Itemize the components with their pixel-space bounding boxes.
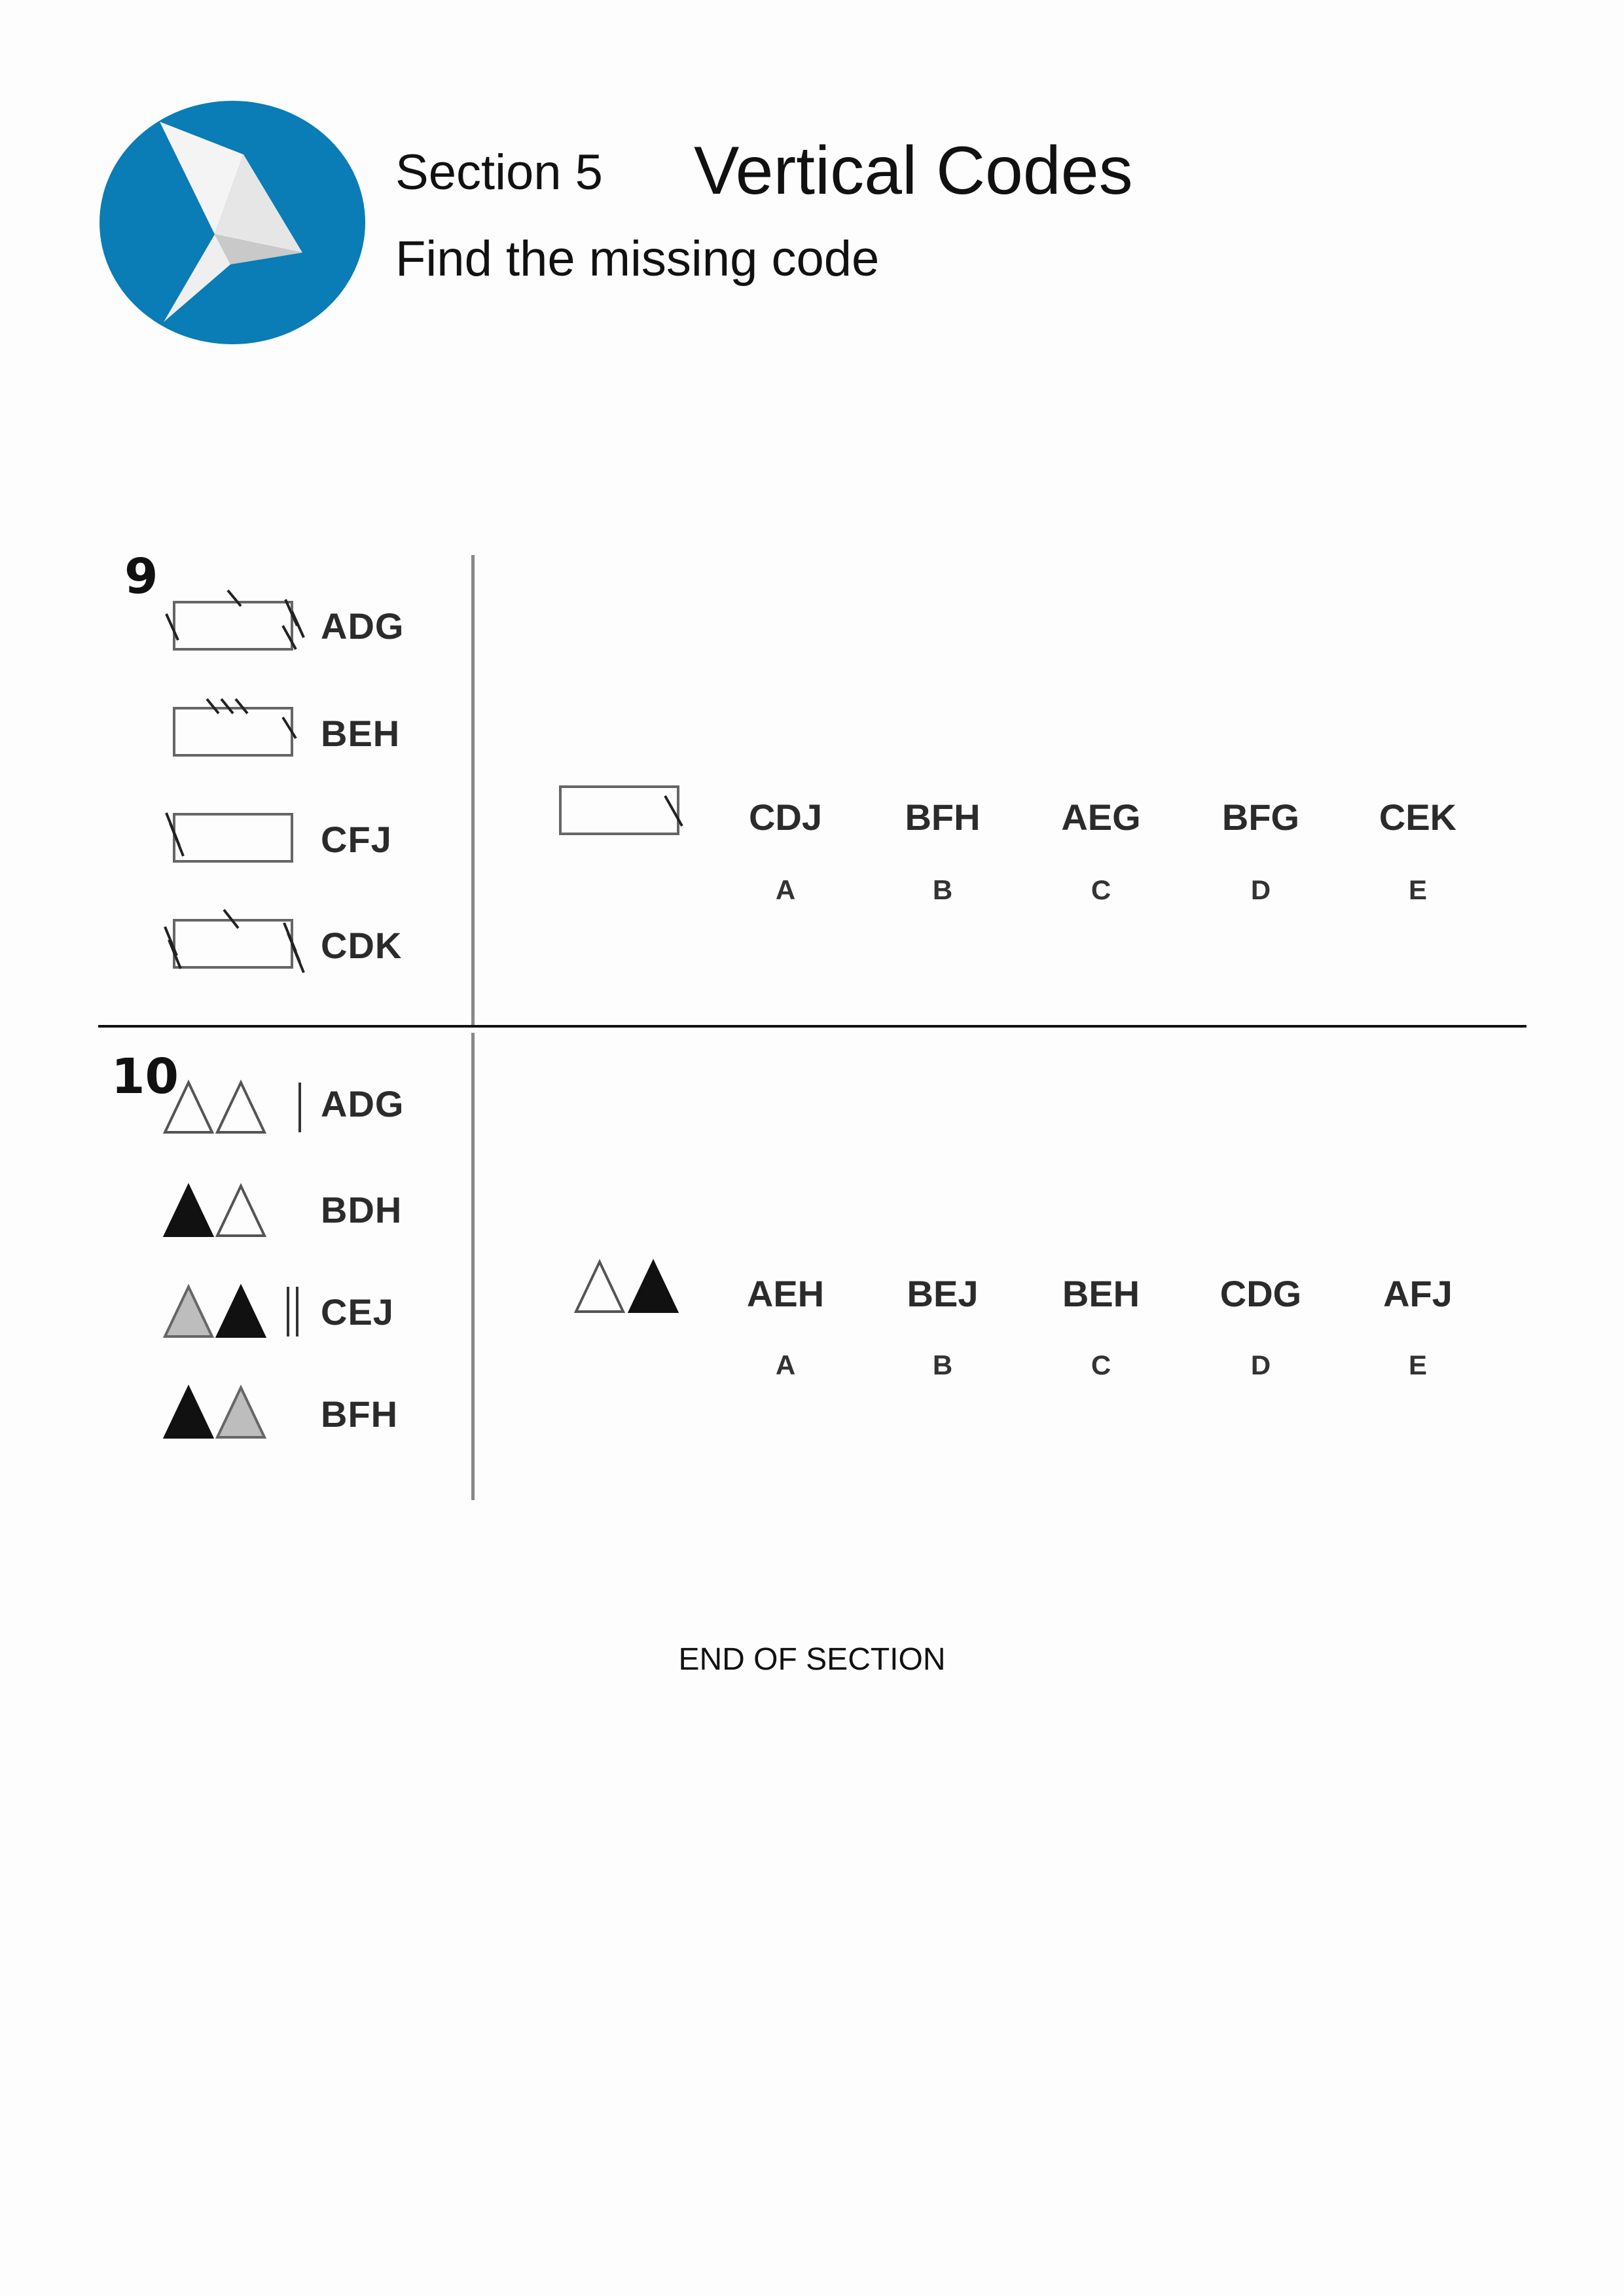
example-code: CEJ [321,1291,394,1333]
option-letter: C [1091,874,1111,905]
rectangle-marks-icon [165,906,309,978]
end-of-section-text: END OF SECTION [678,1642,946,1677]
option-code[interactable]: BFG [1221,797,1300,838]
option-code[interactable]: AEH [746,1273,825,1314]
triangle-pair-icon [162,1385,306,1440]
example-code: ADG [321,1083,405,1124]
option-letter: B [932,1350,953,1380]
question-9-divider [471,555,475,1025]
option-code[interactable]: CDJ [748,797,823,838]
option-letter: D [1250,874,1271,905]
option-letter: D [1250,1350,1271,1380]
option-code[interactable]: BEJ [907,1273,979,1314]
option-letter: E [1408,874,1427,905]
option-code[interactable]: AEG [1061,797,1141,838]
option-code[interactable]: BEH [1062,1273,1140,1314]
example-code: BEH [321,713,401,754]
question-number: 10 [111,1049,179,1105]
triangle-pair-icon [162,1080,306,1135]
option-letter: B [932,874,953,905]
example-code: BDH [321,1189,403,1230]
instruction-text: Find the missing code [395,231,880,287]
question-separator [98,1025,1526,1028]
rectangle-marks-icon [165,588,309,653]
option-code[interactable]: BFH [905,797,981,838]
question-number: 9 [124,548,158,605]
example-code: CFJ [321,819,392,860]
section-label: Section 5 [395,145,603,200]
page-title: Vertical Codes [694,133,1133,209]
rectangle-marks-icon [165,694,309,759]
origami-bird-logo [99,101,365,344]
option-code[interactable]: CDG [1219,1273,1302,1314]
triangle-pair-icon [162,1183,306,1238]
option-code[interactable]: CEK [1379,797,1457,838]
question-10-divider [471,1033,475,1500]
rectangle-marks-icon [165,800,309,865]
option-letter: A [775,1350,796,1380]
example-code: CDK [321,925,403,966]
example-code: ADG [321,605,405,647]
triangle-pair-icon [162,1284,306,1339]
option-letter: C [1091,1350,1111,1380]
rectangle-single-mark-icon [556,776,700,842]
option-letter: E [1408,1350,1427,1380]
example-code: BFH [321,1393,399,1435]
triangle-pair-icon [573,1259,685,1314]
option-code[interactable]: AFJ [1383,1273,1453,1314]
option-letter: A [775,874,796,905]
